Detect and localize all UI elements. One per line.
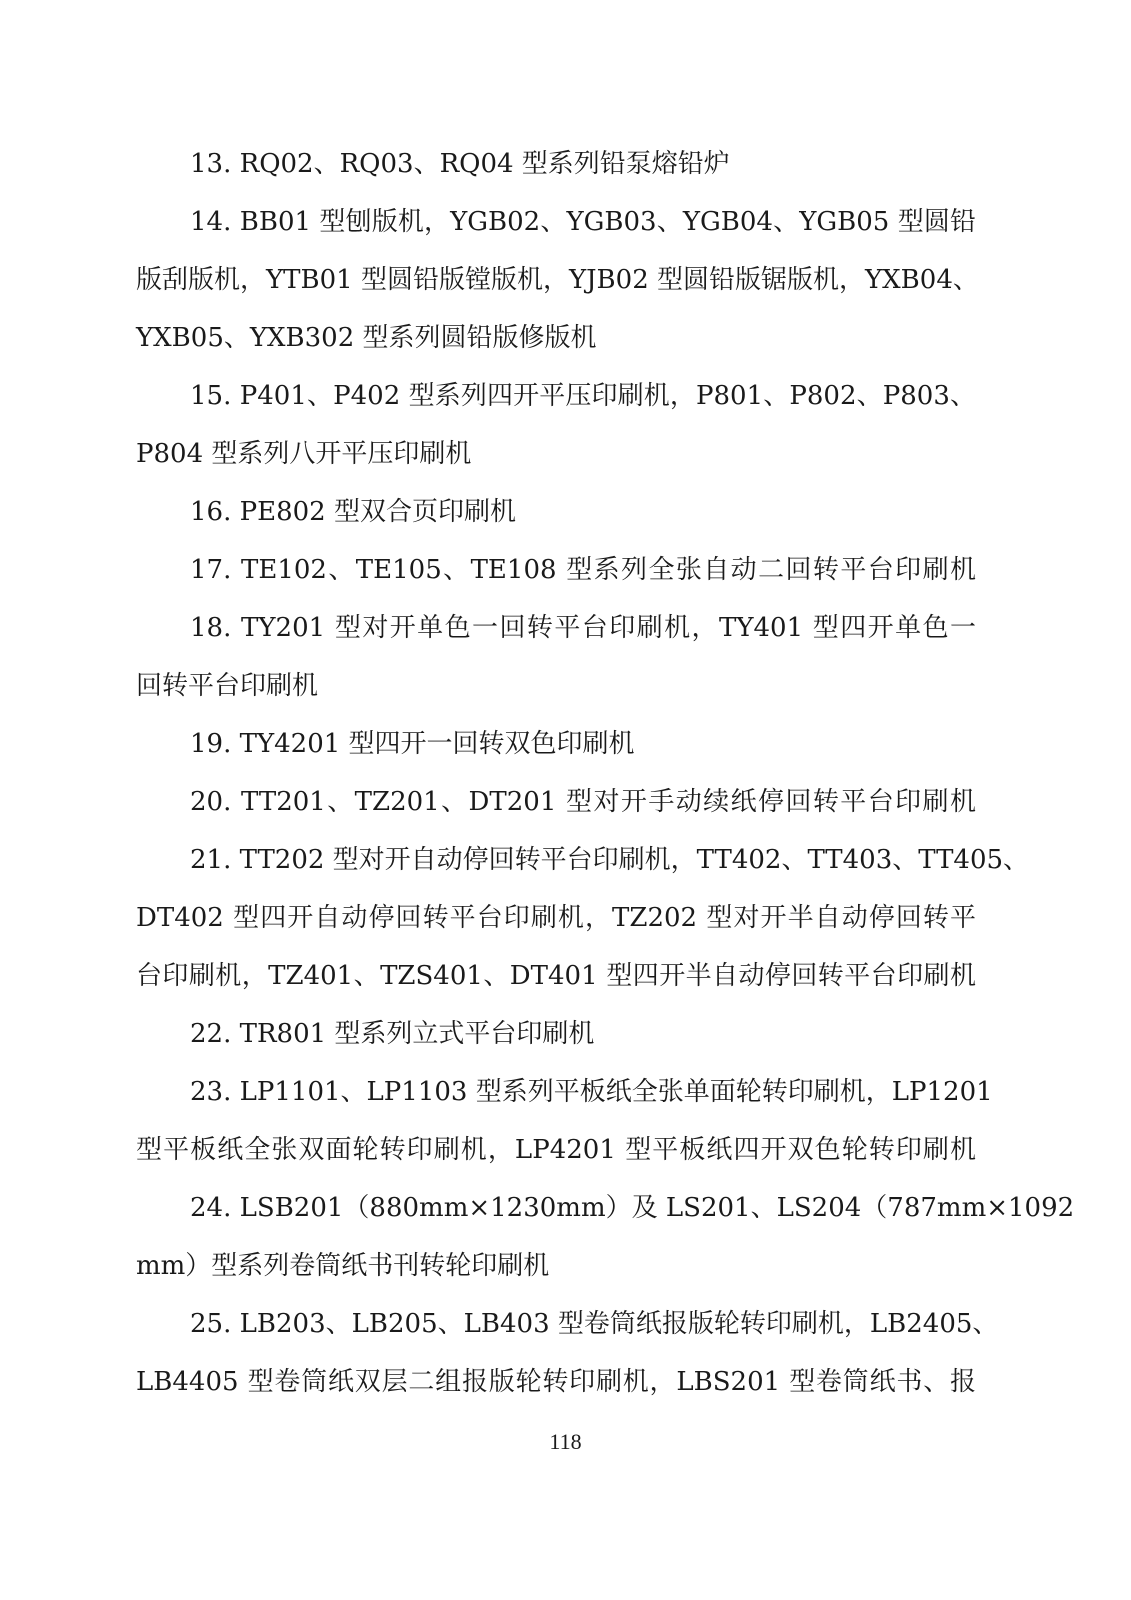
- text-line: 台印刷机，TZ401、TZS401、DT401 型四开半自动停回转平台印刷机: [136, 961, 976, 991]
- text-line: 回转平台印刷机: [136, 671, 319, 701]
- text-line: 20. TT201、TZ201、DT201 型对开手动续纸停回转平台印刷机: [190, 787, 976, 817]
- text-line: 17. TE102、TE105、TE108 型系列全张自动二回转平台印刷机: [190, 555, 976, 585]
- text-line: 24. LSB201（880mm×1230mm）及 LS201、LS204（787mm×1092: [190, 1193, 1075, 1223]
- text-line: 版刮版机，YTB01 型圆铅版镗版机，YJB02 型圆铅版锯版机，YXB04、: [136, 265, 979, 295]
- text-line: YXB05、YXB302 型系列圆铅版修版机: [136, 323, 597, 353]
- page-number: 118: [549, 1429, 582, 1454]
- text-line: mm）型系列卷筒纸书刊转轮印刷机: [136, 1251, 550, 1281]
- text-line: LB4405 型卷筒纸双层二组报版轮转印刷机，LBS201 型卷筒纸书、报: [136, 1367, 976, 1397]
- text-line: 23. LP1101、LP1103 型系列平板纸全张单面轮转印刷机，LP1201: [190, 1077, 993, 1107]
- text-line: DT402 型四开自动停回转平台印刷机，TZ202 型对开半自动停回转平: [136, 903, 976, 933]
- text-line: 19. TY4201 型四开一回转双色印刷机: [190, 729, 635, 759]
- text-line: 21. TT202 型对开自动停回转平台印刷机，TT402、TT403、TT405、: [190, 845, 1030, 875]
- text-line: 16. PE802 型双合页印刷机: [190, 497, 516, 527]
- text-line: 型平板纸全张双面轮转印刷机，LP4201 型平板纸四开双色轮转印刷机: [136, 1135, 976, 1165]
- text-line: P804 型系列八开平压印刷机: [136, 439, 472, 469]
- text-line: 22. TR801 型系列立式平台印刷机: [190, 1019, 595, 1049]
- text-line: 13. RQ02、RQ03、RQ04 型系列铅泵熔铅炉: [190, 149, 730, 179]
- text-line: 25. LB203、LB205、LB403 型卷筒纸报版轮转印刷机，LB2405、: [190, 1309, 999, 1339]
- text-line: 15. P401、P402 型系列四开平压印刷机，P801、P802、P803、: [190, 381, 976, 411]
- text-line: 14. BB01 型刨版机，YGB02、YGB03、YGB04、YGB05 型圆铅: [190, 207, 976, 237]
- text-line: 18. TY201 型对开单色一回转平台印刷机，TY401 型四开单色一: [190, 613, 976, 643]
